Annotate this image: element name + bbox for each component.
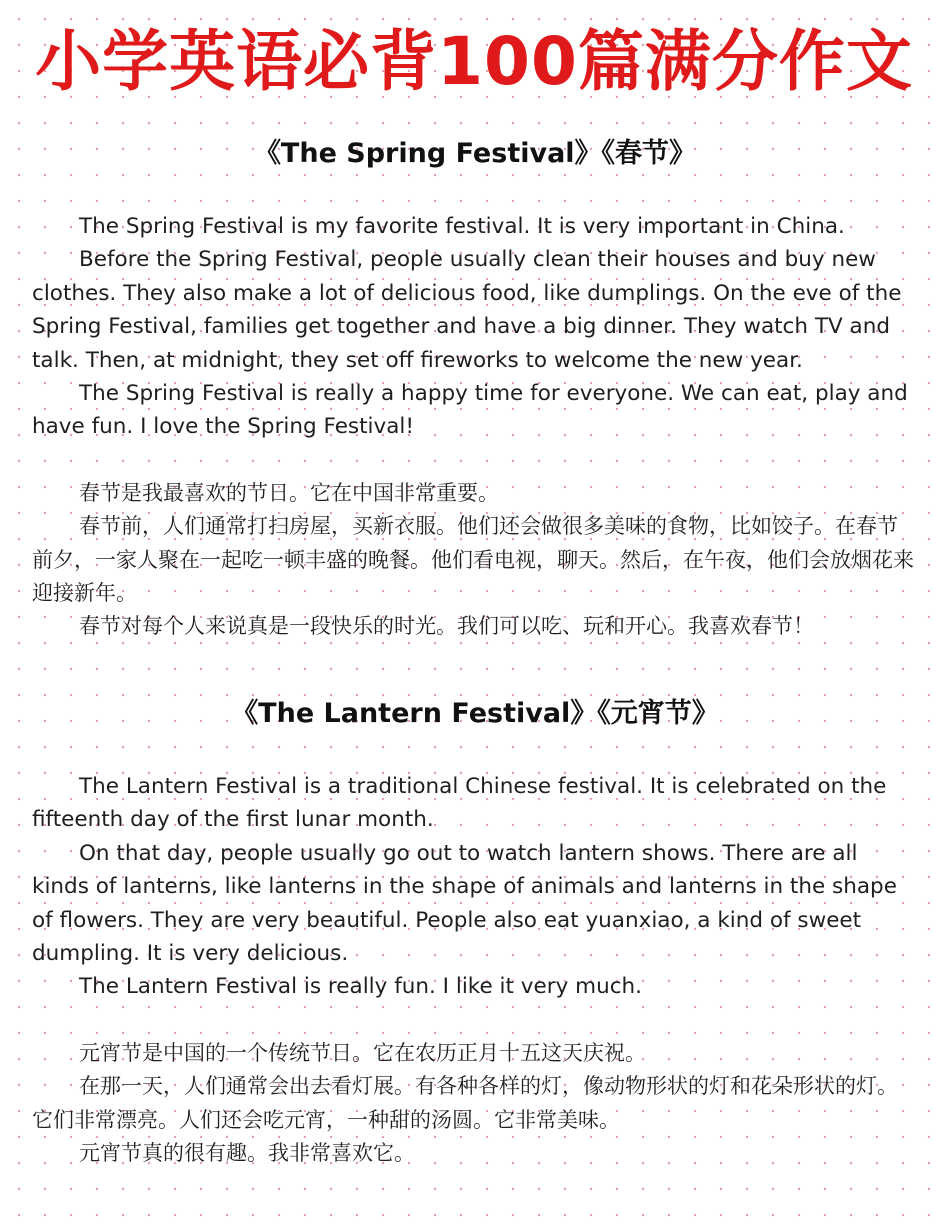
- chinese-text: [32, 1037, 918, 1171]
- essay-heading: 《The Lantern Festival》《元宵节》: [231, 698, 719, 729]
- paragraph: 在那一天，人们通常会出去看灯展。有各种各样的灯，像动物形状的灯和花朵形状的灯。它们非常漂亮。人们还会吃元宵，一种甜的汤圆。它非常美味。: [32, 1074, 898, 1132]
- essay-heading: 《The Spring Festival》《春节》: [253, 138, 697, 169]
- paragraph: The Spring Festival is really a happy time for everyone. We can eat, play and have fun. I love the Spring Festival!: [32, 381, 908, 440]
- paragraph: The Spring Festival is my favorite festival. It is very important in China.: [79, 214, 845, 239]
- essay-spring-festival: [32, 134, 918, 644]
- paragraph: 春节对每个人来说真是一段快乐的时光。我们可以吃、玩和开心。我喜欢春节！: [79, 614, 814, 639]
- paragraph: 元宵节是中国的一个传统节日。它在农历正月十五这天庆祝。: [79, 1040, 646, 1065]
- english-text: [32, 770, 918, 1004]
- paragraph: The Lantern Festival is a traditional Chinese festival. It is celebrated on the fifteenth day of the first lunar month.: [32, 774, 887, 833]
- paragraph: On that day, people usually go out to watch lantern shows. There are all kinds of lanterns, like lanterns in the shape of animals and lanterns in the shape of flowers. They are very beautiful. People also eat yuanxiao, a kind of sweet dumpling. It is very delicious.: [32, 840, 897, 967]
- essay-lantern-festival: [32, 694, 918, 1170]
- page-title: 小学英语必背100篇满分作文: [35, 23, 913, 100]
- paragraph: Before the Spring Festival, people usually clean their houses and buy new clothes. They also make a lot of delicious food, like dumplings. On the eve of the Spring Festival, families get together and have a big dinner. They watch TV and talk. Then, at midnight, they set off fireworks to welcome the new year.: [32, 247, 902, 373]
- paragraph: 春节是我最喜欢的节日。它在中国非常重要。: [79, 480, 499, 505]
- paragraph: 春节前，人们通常打扫房屋，买新衣服。他们还会做很多美味的食物，比如饺子。在春节前夕，一家人聚在一起吃一顿丰盛的晚餐。他们看电视，聊天。然后，在午夜，他们会放烟花来迎接新年。: [32, 514, 914, 606]
- paragraph: 元宵节真的很有趣。我非常喜欢它。: [79, 1141, 415, 1166]
- english-text: [32, 210, 918, 444]
- paragraph: The Lantern Festival is really fun. I like it very much.: [79, 974, 642, 1000]
- chinese-text: [32, 477, 918, 644]
